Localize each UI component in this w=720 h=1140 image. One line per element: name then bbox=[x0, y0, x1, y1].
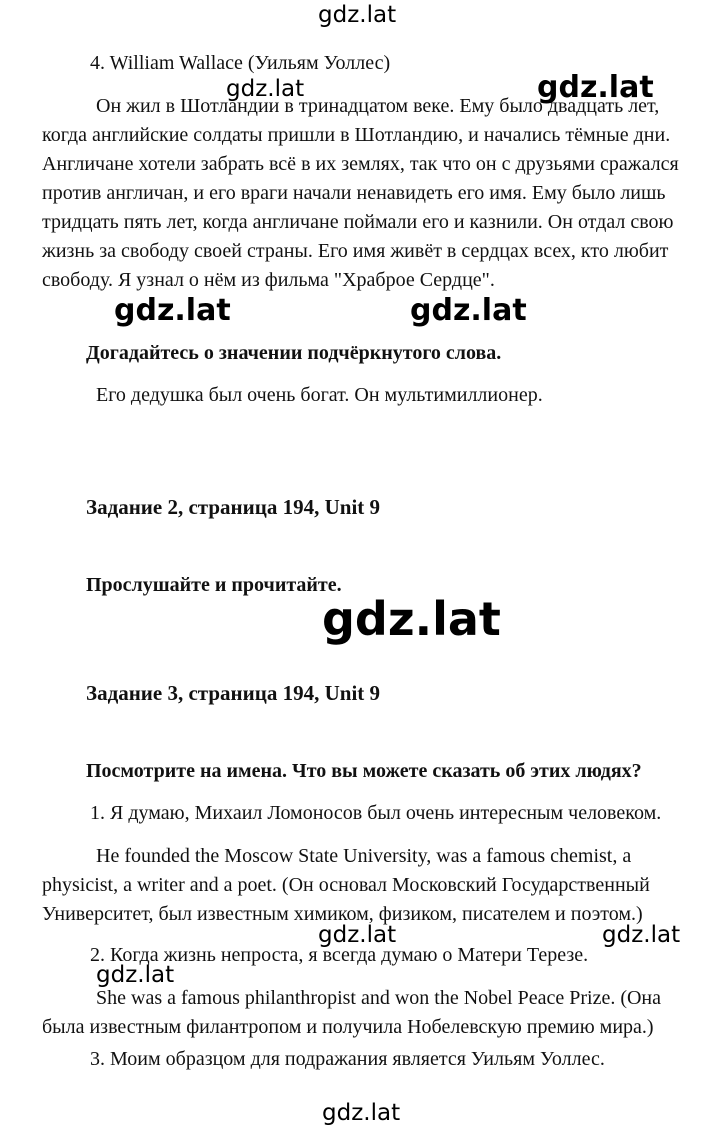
watermark: gdz.lat bbox=[96, 962, 175, 988]
task3-item1-title: 1. Я думаю, Михаил Ломоносов был очень интересным человеком. bbox=[90, 802, 662, 824]
task3-item2-title: 2. Когда жизнь непроста, я всегда думаю о Матери Терезе. bbox=[90, 944, 589, 966]
task3-item3-title: 3. Моим образцом для подражания является Уильям Уоллес. bbox=[90, 1048, 605, 1070]
watermark: gdz.lat bbox=[322, 1100, 401, 1126]
item4-text: Он жил в Шотландии в тринадцатом веке. Ему было двадцать лет, когда английские солдаты пришли в Шотландию, и начались тёмные дни. Англичане хотели забрать всё в их землях, так что он с друзьями сражался против англичан, и его враги начали ненавидеть его имя. Ему было лишь тридцать пять лет, когда англичане поймали его и казнили. Он отдал свою жизнь за свободу своей страны. Его имя живёт в сердцах всех, кто любит свободу. Я узнал о нём из фильма "Храброе Сердце". bbox=[42, 95, 679, 291]
task3-heading: Задание 3, страница 194, Unit 9 bbox=[86, 681, 381, 705]
task2-instruction: Прослушайте и прочитайте. bbox=[86, 574, 342, 596]
watermark: gdz.lat bbox=[318, 2, 397, 28]
watermark: gdz.lat bbox=[410, 293, 527, 328]
guess-heading: Догадайтесь о значении подчёркнутого слова. bbox=[86, 342, 502, 364]
watermark: gdz.lat bbox=[114, 293, 231, 328]
task2-heading: Задание 2, страница 194, Unit 9 bbox=[86, 495, 381, 519]
task3-item1-text: He founded the Moscow State University, was a famous chemist, a physicist, a writer and a poet. (Он основал Московский Государственный Университет, был известным химиком, физиком, писателем и поэтом.) bbox=[42, 845, 650, 925]
task3-item2-text: She was a famous philanthropist and won the Nobel Peace Prize. (Она была известным филантропом и получила Нобелевскую премию мира.) bbox=[42, 987, 661, 1038]
watermark: gdz.lat bbox=[226, 76, 305, 102]
item4-title: 4. William Wallace (Уильям Уоллес) bbox=[90, 52, 391, 74]
watermark: gdz.lat bbox=[318, 922, 397, 948]
guess-answer: Его дедушка был очень богат. Он мультимиллионер. bbox=[96, 384, 543, 406]
watermark: gdz.lat bbox=[537, 70, 654, 105]
watermark: gdz.lat bbox=[602, 922, 681, 948]
watermark: gdz.lat bbox=[322, 592, 501, 646]
task3-instruction: Посмотрите на имена. Что вы можете сказать об этих людях? bbox=[86, 760, 642, 782]
